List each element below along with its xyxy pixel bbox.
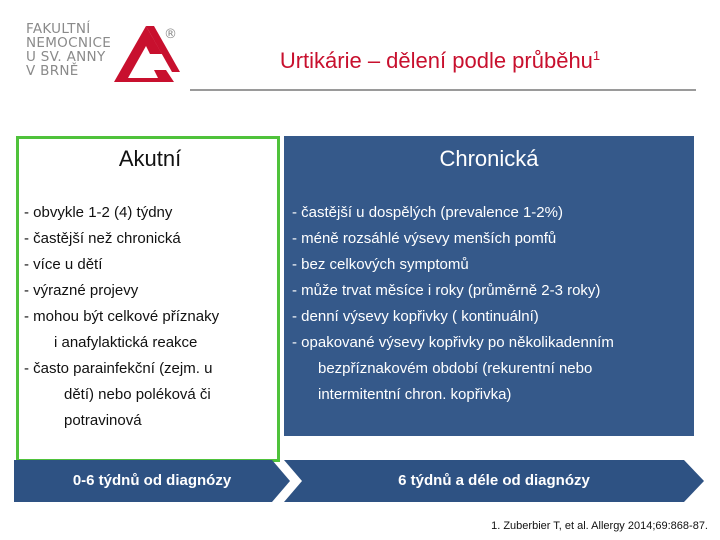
logo-line-4: V BRNĚ — [26, 63, 79, 79]
title-text: Urtikárie – dělení podle průběhu — [279, 48, 593, 73]
fnusa-logo-icon — [110, 22, 182, 84]
logo-line-2: NEMOCNICE — [26, 35, 112, 51]
logo-line-1: FAKULTNÍ — [26, 21, 91, 37]
registered-mark: ® — [164, 27, 177, 42]
acute-item: - mohou být celkové příznaky — [24, 308, 220, 325]
acute-item: i anafylaktická reakce — [54, 334, 198, 351]
chronic-duration-label: 6 týdnů a déle od diagnózy — [398, 472, 590, 489]
acute-heading: Akutní — [118, 146, 182, 171]
chronic-list — [292, 200, 692, 408]
acute-item: potravinová — [64, 412, 142, 429]
chronic-item: - méně rozsáhlé výsevy menších pomfů — [292, 230, 557, 247]
title-divider — [190, 89, 696, 91]
chronic-item: - může trvat měsíce i roky (průměrně 2-3 roky) — [292, 282, 601, 299]
acute-item: - obvykle 1-2 (4) týdny — [24, 204, 173, 221]
chronic-item: - častější u dospělých (prevalence 1-2%) — [292, 204, 563, 221]
acute-item: - často parainfekční (zejm. u — [24, 360, 213, 377]
hospital-logo-text — [26, 22, 111, 78]
acute-item: - výrazné projevy — [24, 282, 139, 299]
chronic-heading: Chronická — [439, 146, 539, 171]
chronic-item: - bez celkových symptomů — [292, 256, 469, 273]
acute-duration-label: 0-6 týdnů od diagnózy — [72, 472, 232, 489]
chronic-item: intermitentní chron. kopřivka) — [318, 386, 512, 403]
logo-line-3: U SV. ANNY — [26, 49, 106, 65]
chronic-item: - opakované výsevy kopřivky po několikadenním — [292, 334, 614, 351]
acute-item: - častější než chronická — [24, 230, 181, 247]
acute-item: dětí) nebo poléková či — [64, 386, 211, 403]
chronic-item: bezpříznakovém období (rekurentní nebo — [318, 360, 593, 377]
acute-item: - více u dětí — [24, 256, 103, 273]
chronic-item: - denní výsevy kopřivky ( kontinuální) — [292, 308, 539, 325]
acute-list — [24, 200, 280, 434]
reference-footnote: 1. Zuberbier T, et al. Allergy 2014;69:868-87. — [491, 520, 708, 532]
page-title — [190, 48, 690, 74]
title-reference: 1 — [592, 48, 601, 63]
